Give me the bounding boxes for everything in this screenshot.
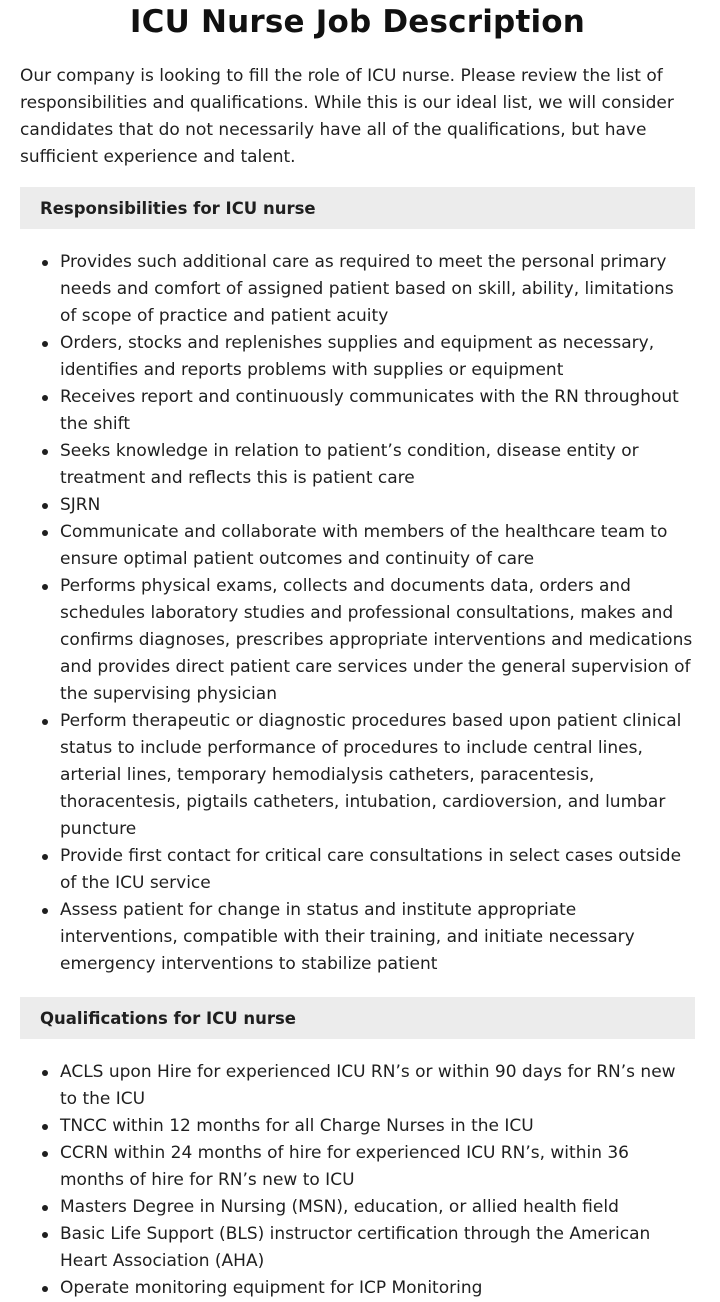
list-item-text: Provides such additional care as required to meet the personal primary needs and comfort of assigned patient based on skill, ability, limitations of scope of practice and patient acuity bbox=[60, 252, 674, 326]
bullet-icon bbox=[42, 341, 48, 347]
list-item-text: Basic Life Support (BLS) instructor certification through the American Heart Association (AHA) bbox=[60, 1224, 651, 1271]
list-item-text: SJRN bbox=[60, 495, 101, 515]
list-item-text: Masters Degree in Nursing (MSN), education, or allied health field bbox=[60, 1197, 619, 1217]
bullet-icon bbox=[42, 854, 48, 860]
list-item bbox=[20, 519, 695, 573]
responsibilities-header bbox=[20, 187, 695, 229]
list-item-text: ACLS upon Hire for experienced ICU RN’s or within 90 days for RN’s new to the ICU bbox=[60, 1062, 676, 1109]
qualifications-header bbox=[20, 997, 695, 1039]
bullet-icon bbox=[42, 449, 48, 455]
bullet-icon bbox=[42, 1232, 48, 1238]
list-item-text: Receives report and continuously communicates with the RN throughout the shift bbox=[60, 387, 679, 434]
list-item bbox=[20, 1059, 695, 1113]
list-item bbox=[20, 708, 695, 843]
bullet-icon bbox=[42, 584, 48, 590]
list-item bbox=[20, 1221, 695, 1275]
list-item bbox=[20, 1140, 695, 1194]
bullet-icon bbox=[42, 1070, 48, 1076]
list-item-text: Communicate and collaborate with members of the healthcare team to ensure optimal patient outcomes and continuity of care bbox=[60, 522, 668, 569]
list-item-text: Provide first contact for critical care consultations in select cases outside of the ICU service bbox=[60, 846, 682, 893]
list-item bbox=[20, 843, 695, 897]
list-item bbox=[20, 897, 695, 978]
bullet-icon bbox=[42, 530, 48, 536]
list-item bbox=[20, 1275, 695, 1302]
bullet-icon bbox=[42, 908, 48, 914]
list-item bbox=[20, 438, 695, 492]
list-item bbox=[20, 1194, 695, 1221]
list-item bbox=[20, 249, 695, 330]
list-item bbox=[20, 573, 695, 708]
qualifications-list bbox=[20, 1059, 695, 1302]
list-item-text: TNCC within 12 months for all Charge Nurses in the ICU bbox=[60, 1116, 534, 1136]
bullet-icon bbox=[42, 719, 48, 725]
bullet-icon bbox=[42, 503, 48, 509]
bullet-icon bbox=[42, 1205, 48, 1211]
list-item-text: Seeks knowledge in relation to patient’s condition, disease entity or treatment and reflects this is patient care bbox=[60, 441, 639, 488]
bullet-icon bbox=[42, 1286, 48, 1292]
list-item-text: Perform therapeutic or diagnostic procedures based upon patient clinical status to include performance of procedures to include central lines, arterial lines, temporary hemodialysis catheters, paracentesis, thoracentesis, pigtails catheters, intubation, cardioversion, and lumbar puncture bbox=[60, 711, 682, 839]
bullet-icon bbox=[42, 1151, 48, 1157]
qualifications-heading: Qualifications for ICU nurse bbox=[40, 1008, 296, 1028]
page-title: ICU Nurse Job Description bbox=[129, 4, 586, 40]
list-item-text: Operate monitoring equipment for ICP Monitoring bbox=[60, 1278, 483, 1298]
list-item bbox=[20, 330, 695, 384]
bullet-icon bbox=[42, 1124, 48, 1130]
list-item bbox=[20, 384, 695, 438]
bullet-icon bbox=[42, 395, 48, 401]
list-item-text: CCRN within 24 months of hire for experienced ICU RN’s, within 36 months of hire for RN’s new to ICU bbox=[60, 1143, 630, 1190]
list-item-text: Assess patient for change in status and institute appropriate interventions, compatible with their training, and initiate necessary emergency interventions to stabilize patient bbox=[60, 900, 635, 974]
responsibilities-heading: Responsibilities for ICU nurse bbox=[40, 198, 316, 218]
bullet-icon bbox=[42, 260, 48, 266]
list-item bbox=[20, 492, 695, 519]
list-item bbox=[20, 1113, 695, 1140]
responsibilities-list bbox=[20, 249, 695, 978]
list-item-text: Performs physical exams, collects and documents data, orders and schedules laboratory studies and professional consultations, makes and confirms diagnoses, prescribes appropriate interventions and medications and provides direct patient care services under the general supervision of the supervising physician bbox=[60, 576, 693, 704]
list-item-text: Orders, stocks and replenishes supplies and equipment as necessary, identifies and reports problems with supplies or equipment bbox=[60, 333, 655, 380]
intro-paragraph: Our company is looking to fill the role of ICU nurse. Please review the list of responsibilities and qualifications. While this is our ideal list, we will consider candidates that do not necessarily have all of the qualifications, but have sufficient experience and talent. bbox=[20, 66, 674, 167]
